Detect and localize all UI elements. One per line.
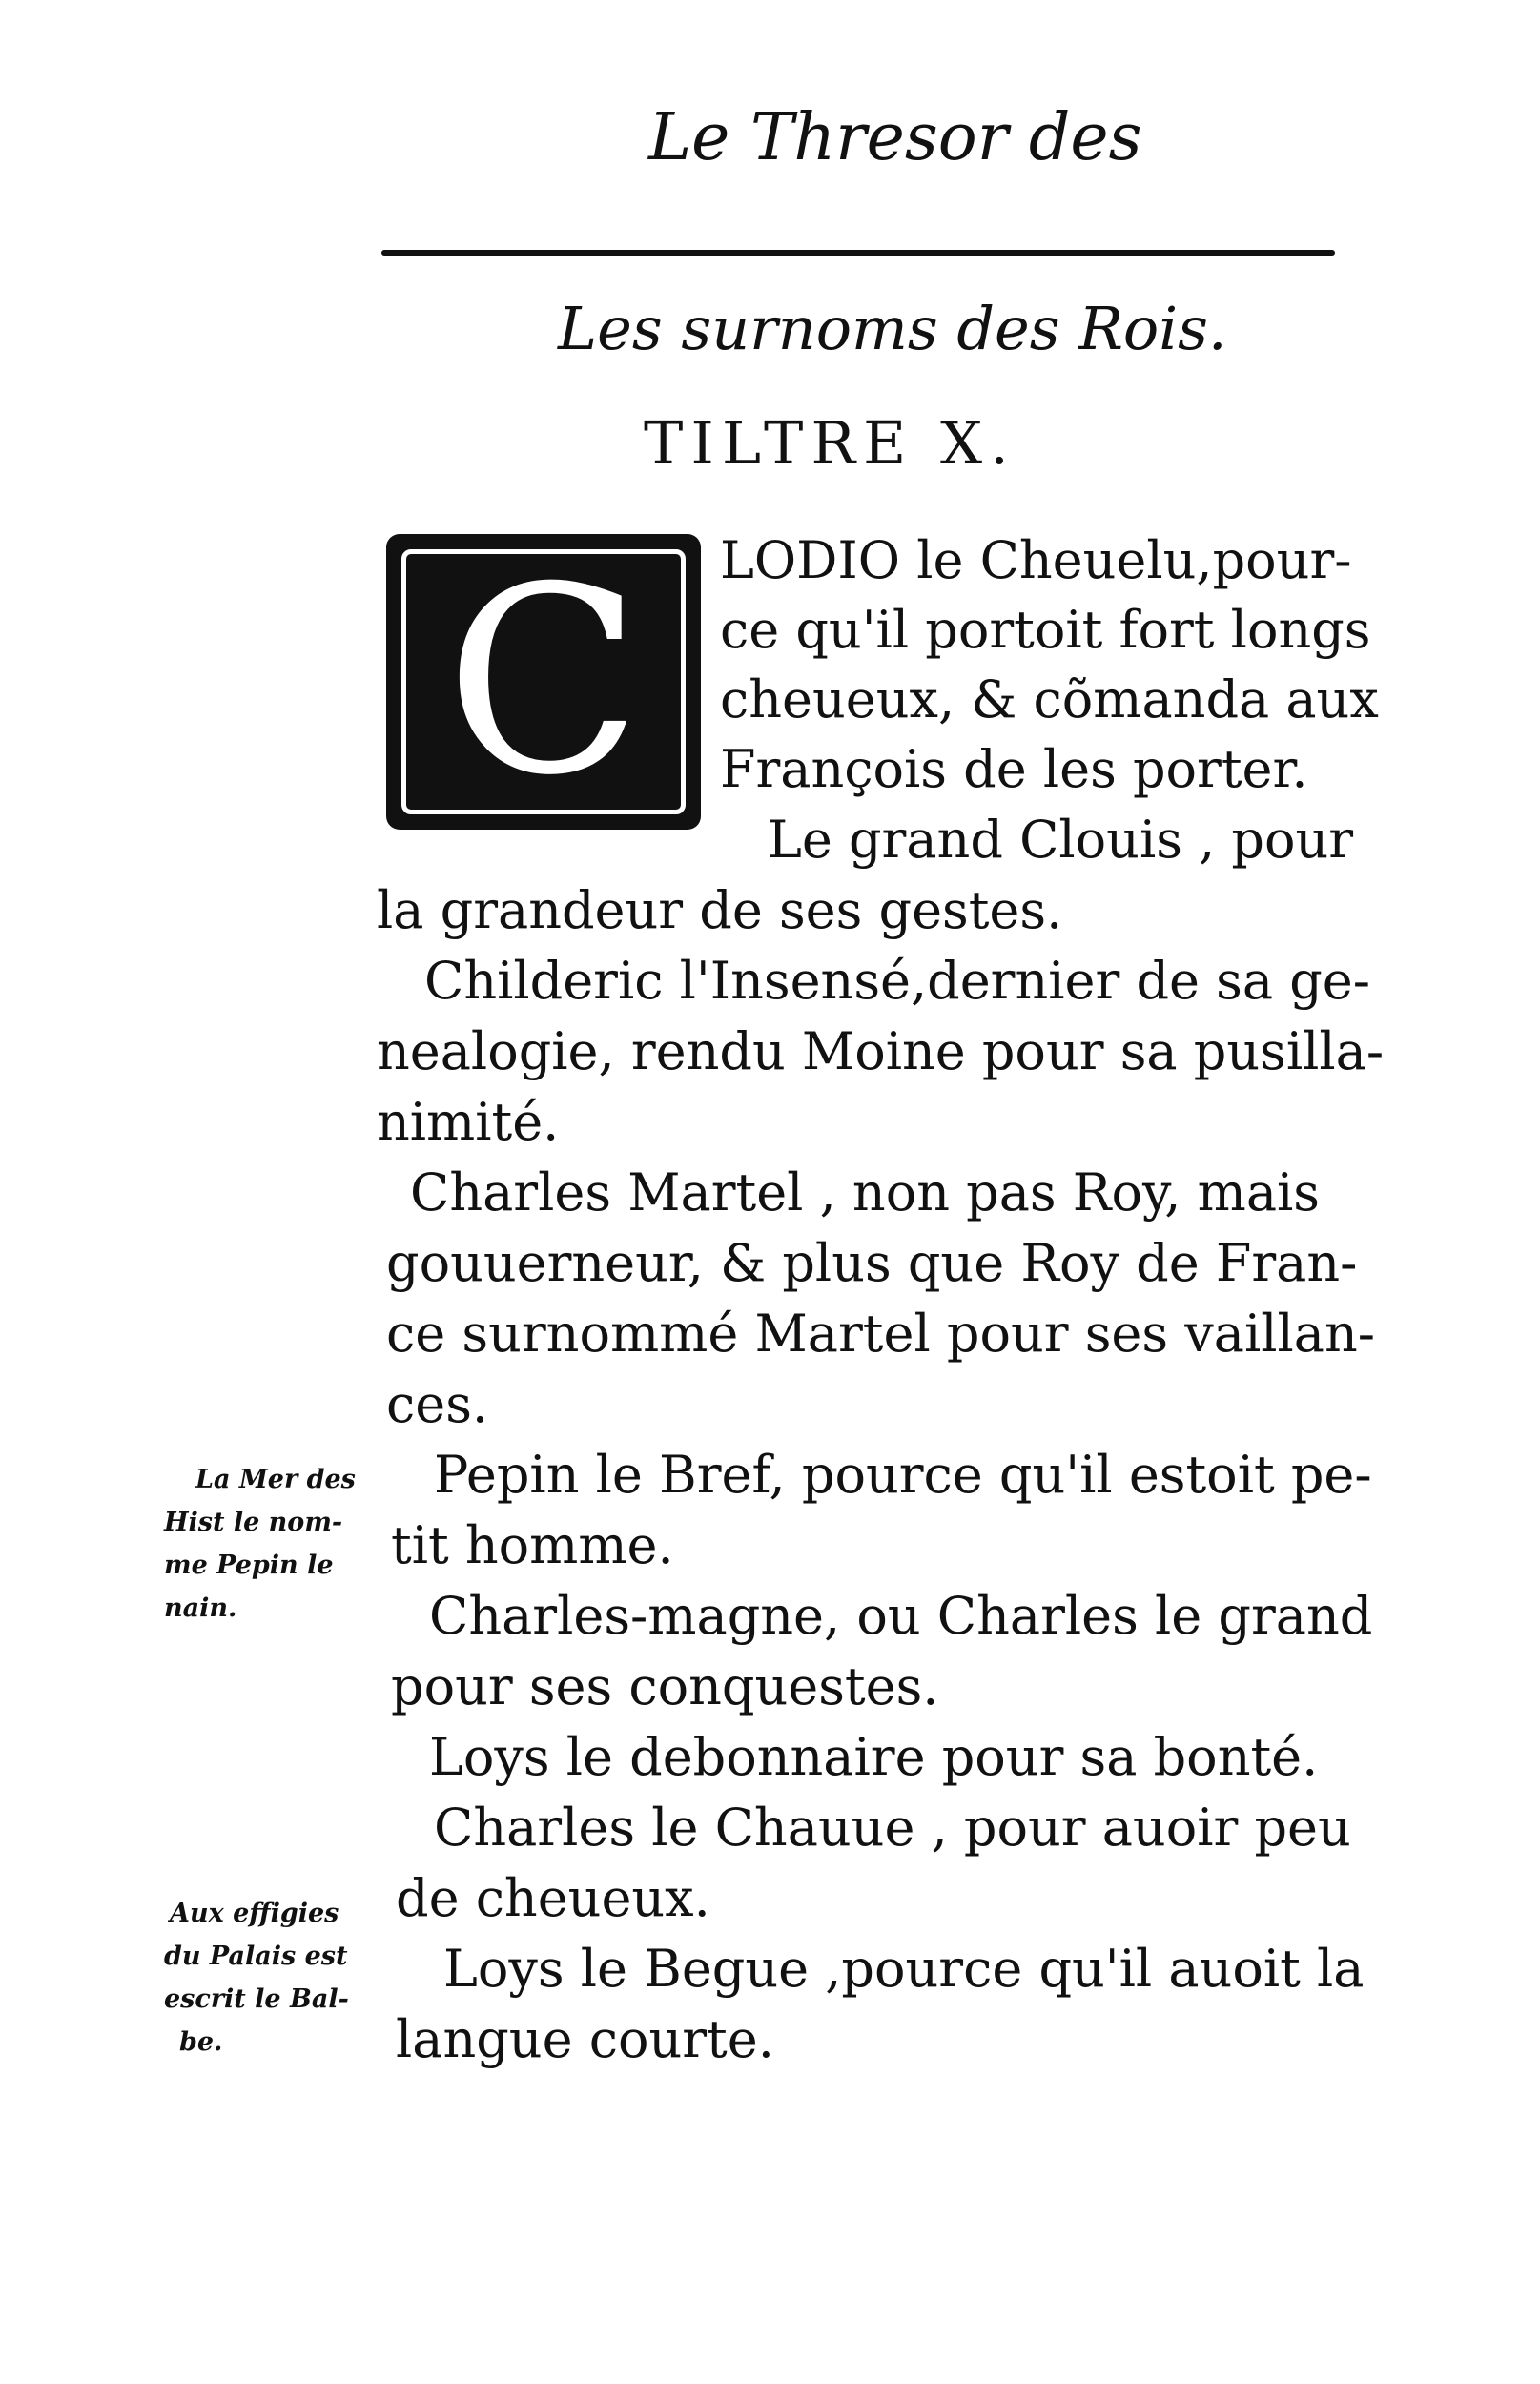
section-label: TILTRE X. bbox=[644, 408, 1016, 478]
decorated-initial bbox=[386, 531, 701, 832]
side-note-line: La Mer des bbox=[195, 1465, 356, 1494]
text-line: nealogie, rendu Moine pour sa pusilla- bbox=[377, 1021, 1385, 1081]
text-line: gouuerneur, & plus que Roy de Fran- bbox=[386, 1233, 1358, 1293]
side-note-line: du Palais est bbox=[164, 1942, 348, 1971]
text-line: LODIO le Cheuelu,pour- bbox=[720, 530, 1352, 590]
text-line: ce qu'il portoit fort longs bbox=[720, 600, 1371, 660]
text-line: Pepin le Bref, pource qu'il estoit pe- bbox=[434, 1445, 1372, 1505]
text-line: cheueux, & cõmanda aux bbox=[720, 669, 1379, 730]
text-line: nimité. bbox=[377, 1092, 560, 1152]
text-line: ce surnommé Martel pour ses vaillan- bbox=[386, 1304, 1375, 1364]
initial-letter: C bbox=[444, 531, 643, 832]
section-title: Les surnoms des Rois. bbox=[558, 294, 1227, 363]
text-line: la grandeur de ses gestes. bbox=[377, 880, 1063, 940]
side-note-line: be. bbox=[179, 2027, 223, 2057]
header-rule bbox=[381, 250, 1335, 256]
text-line: ces. bbox=[386, 1374, 489, 1434]
text-line: langue courte. bbox=[396, 2009, 774, 2069]
side-note-line: Hist le nom- bbox=[164, 1508, 343, 1537]
text-line: Charles Martel , non pas Roy, mais bbox=[410, 1162, 1321, 1223]
text-line: Charles-magne, ou Charles le grand bbox=[429, 1586, 1373, 1646]
text-line: François de les porter. bbox=[720, 739, 1308, 799]
text-line: de cheueux. bbox=[396, 1868, 710, 1928]
running-head: Le Thresor des bbox=[648, 100, 1142, 175]
side-note-line: Aux effigies bbox=[170, 1899, 339, 1928]
text-line: Loys le debonnaire pour sa bonté. bbox=[429, 1727, 1319, 1787]
text-line: Le grand Clouis , pour bbox=[768, 810, 1354, 870]
text-line: Childeric l'Insensé,dernier de sa ge- bbox=[424, 951, 1371, 1011]
text-line: Loys le Begue ,pource qu'il auoit la bbox=[443, 1939, 1365, 1999]
text-line: pour ses conquestes. bbox=[391, 1656, 939, 1716]
side-note-line: me Pepin le bbox=[164, 1551, 334, 1580]
text-line: tit homme. bbox=[391, 1515, 674, 1575]
side-note-line: nain. bbox=[164, 1593, 237, 1623]
side-note-line: escrit le Bal- bbox=[164, 1984, 349, 2014]
text-line: Charles le Chauue , pour auoir peu bbox=[434, 1798, 1351, 1858]
